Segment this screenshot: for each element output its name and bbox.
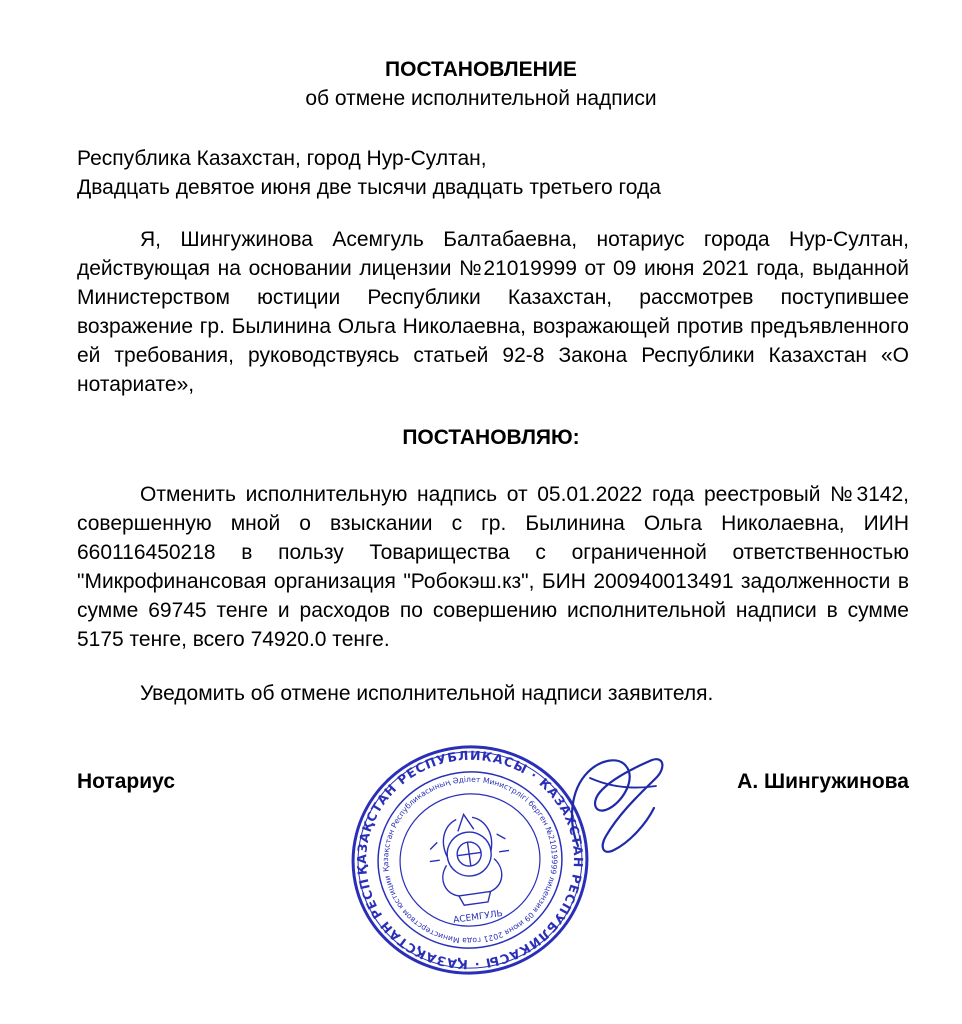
place-line: Республика Казахстан, город Нур-Султан, xyxy=(77,147,487,170)
seal-outer-text: ҚАЗАҚСТАН РЕСПУБЛИКАСЫ · КАЗАХСТАН РЕСПУБЛИКАСЫ · ҚАЗАҚСТАН РЕСПУБЛИКАСЫ xyxy=(353,747,587,973)
document-subtitle: об отмене исполнительной надписи xyxy=(305,87,657,110)
place-and-date xyxy=(77,144,661,202)
notary-role-label: Нотариус xyxy=(77,770,176,793)
signature-image xyxy=(560,738,670,868)
seal-center-text: АСЕМГУЛЬ xyxy=(452,909,504,926)
notary-seal xyxy=(350,744,590,976)
emblem-icon xyxy=(424,809,516,909)
notary-name: А. Шингужинова xyxy=(737,770,909,793)
decree-heading: ПОСТАНОВЛЯЮ: xyxy=(402,426,580,449)
notify-paragraph: Уведомить об отмене исполнительной надписи заявителя. xyxy=(140,682,714,705)
date-line: Двадцать девятое июня две тысячи двадцать третьего года xyxy=(77,176,661,199)
document-title: ПОСТАНОВЛЕНИЕ xyxy=(385,58,577,81)
intro-paragraph: Я, Шингужинова Асемгуль Балтабаевна, нотариус города Нур-Султан, действующая на основании лицензии №21019999 от 09 июня 2021 года, выданной Министерством юстиции Республики Казахстан, рассмотрев поступившее возражение гр. Былинина Ольга Николаевна, возражающей против предъявленного ей требования, руководствуясь статьей 92-8 Закона Республики Казахстан «О нотариате», xyxy=(77,228,909,396)
cancel-paragraph: Отменить исполнительную надпись от 05.01.2022 года реестровый №3142, совершенную мной о взыскании с гр. Былинина Ольга Николаевна, ИИН 660116450218 в пользу Товарищества с ограниченной ответственностью "Микрофинансовая организация "Робокэш.кз", БИН 200940013491 задолженности в сумме 69745 тенге и расходов по совершению исполнительной надписи в сумме 5175 тенге, всего 74920.0 тенге. xyxy=(77,483,909,651)
seal-inner-text: Қазақстан Республикасының Әділет Министрлігі берген №21019999 лицензия 09 июня 2021 года Министерством юстиции xyxy=(381,774,559,946)
